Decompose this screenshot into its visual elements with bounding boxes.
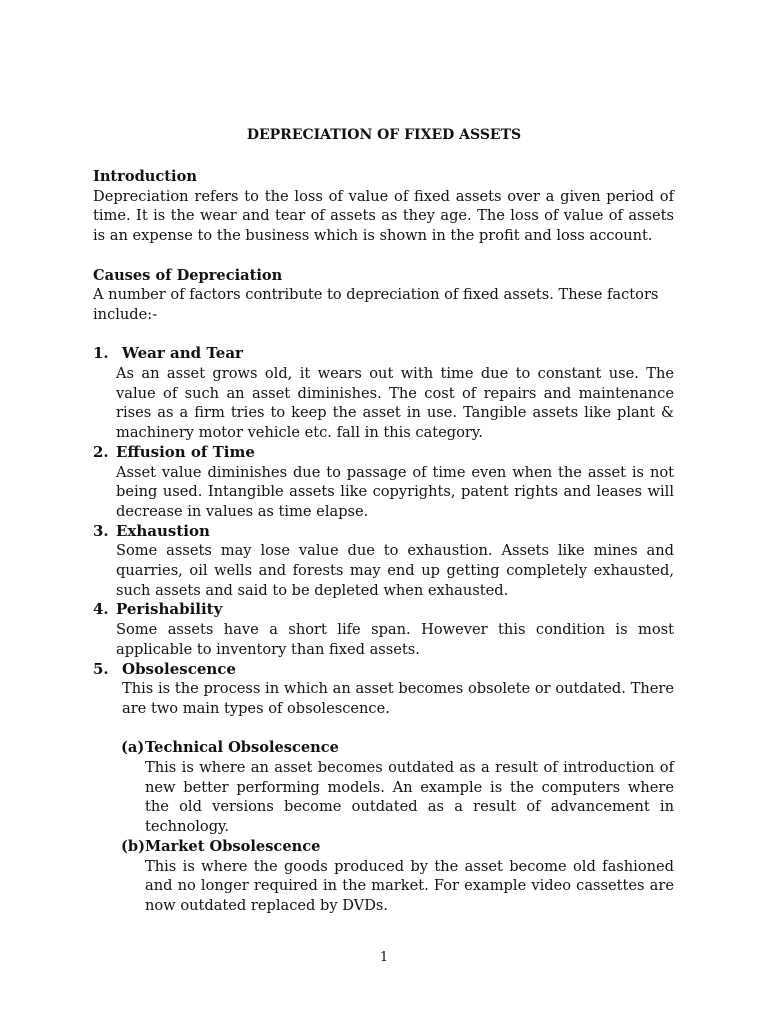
cause-item-perishability [93,600,674,659]
cause-item-body: This is the process in which an asset becomes obsolete or outdated. There are two main types of obsolescence. [122,680,674,717]
cause-item-title: Wear and Tear [122,344,243,363]
sub-item-body: This is where an asset becomes outdated as a result of introduction of new better performing models. An example is the computers where the old versions become outdated as a result of advancement in technology. [145,759,674,836]
cause-item-title: Obsolescence [122,659,236,678]
introduction-paragraph: Depreciation refers to the loss of value of fixed assets over a given period of time. It is the wear and tear of assets as they age. The loss of value of assets is an expense to the business which is shown in the profit and loss account. [93,187,674,245]
sub-item-market-obsolescence [93,837,674,916]
causes-paragraph: A number of factors contribute to depreciation of fixed assets. These factors include:- [93,286,659,323]
sub-item-technical-obsolescence [93,738,674,837]
cause-item-heading [93,522,674,542]
cause-item-number: 4. [93,600,109,619]
introduction-heading: Introduction [93,168,197,185]
cause-item-exhaustion [93,522,674,601]
cause-item-number: 3. [93,521,109,540]
sub-item-body: This is where the goods produced by the asset become old fashioned and no longer required in the market. For example video cassettes are now outdated replaced by DVDs. [145,857,674,914]
causes-heading: Causes of Depreciation [93,266,283,284]
cause-item-effusion-of-time [93,443,674,522]
cause-item-heading [93,600,674,620]
sub-item-title: Technical Obsolescence [145,739,339,757]
cause-item-title: Exhaustion [116,521,210,540]
sub-item-heading [121,738,674,758]
cause-item-body: Some assets have a short life span. However this condition is most applicable to inventory than fixed assets. [116,621,674,658]
sub-item-title: Market Obsolescence [145,837,321,855]
cause-item-body: Some assets may lose value due to exhaustion. Assets like mines and quarries, oil wells and forests may end up getting completely exhausted, such assets and said to be depleted when exhausted. [116,542,674,599]
cause-item-body: Asset value diminishes due to passage of time even when the asset is not being used. Intangible assets like copyrights, patent rights and leases will decrease in values as time elapse. [116,463,674,520]
cause-item-number: 2. [93,442,109,461]
sub-item-label: (a) [121,739,145,757]
cause-item-number: 1. [93,344,109,363]
cause-item-title: Effusion of Time [116,442,255,461]
cause-item-heading [93,660,674,680]
cause-item-body: As an asset grows old, it wears out with time due to constant use. The value of such an asset diminishes. The cost of repairs and maintenance rises as a firm tries to keep the asset in use. Tangible assets like plant & machinery motor vehicle etc. fall in this category. [116,365,674,442]
document-body [93,167,674,916]
cause-item-heading [93,344,674,364]
sub-item-label: (b) [121,837,146,855]
cause-item-number: 5. [93,659,109,678]
cause-item-heading [93,443,674,463]
sub-item-heading [121,837,674,857]
cause-item-obsolescence [93,660,674,719]
cause-item-title: Perishability [116,600,223,619]
page-number: 1 [379,950,389,965]
page-title: DEPRECIATION OF FIXED ASSETS [246,127,522,143]
cause-item-wear-and-tear [93,344,674,443]
